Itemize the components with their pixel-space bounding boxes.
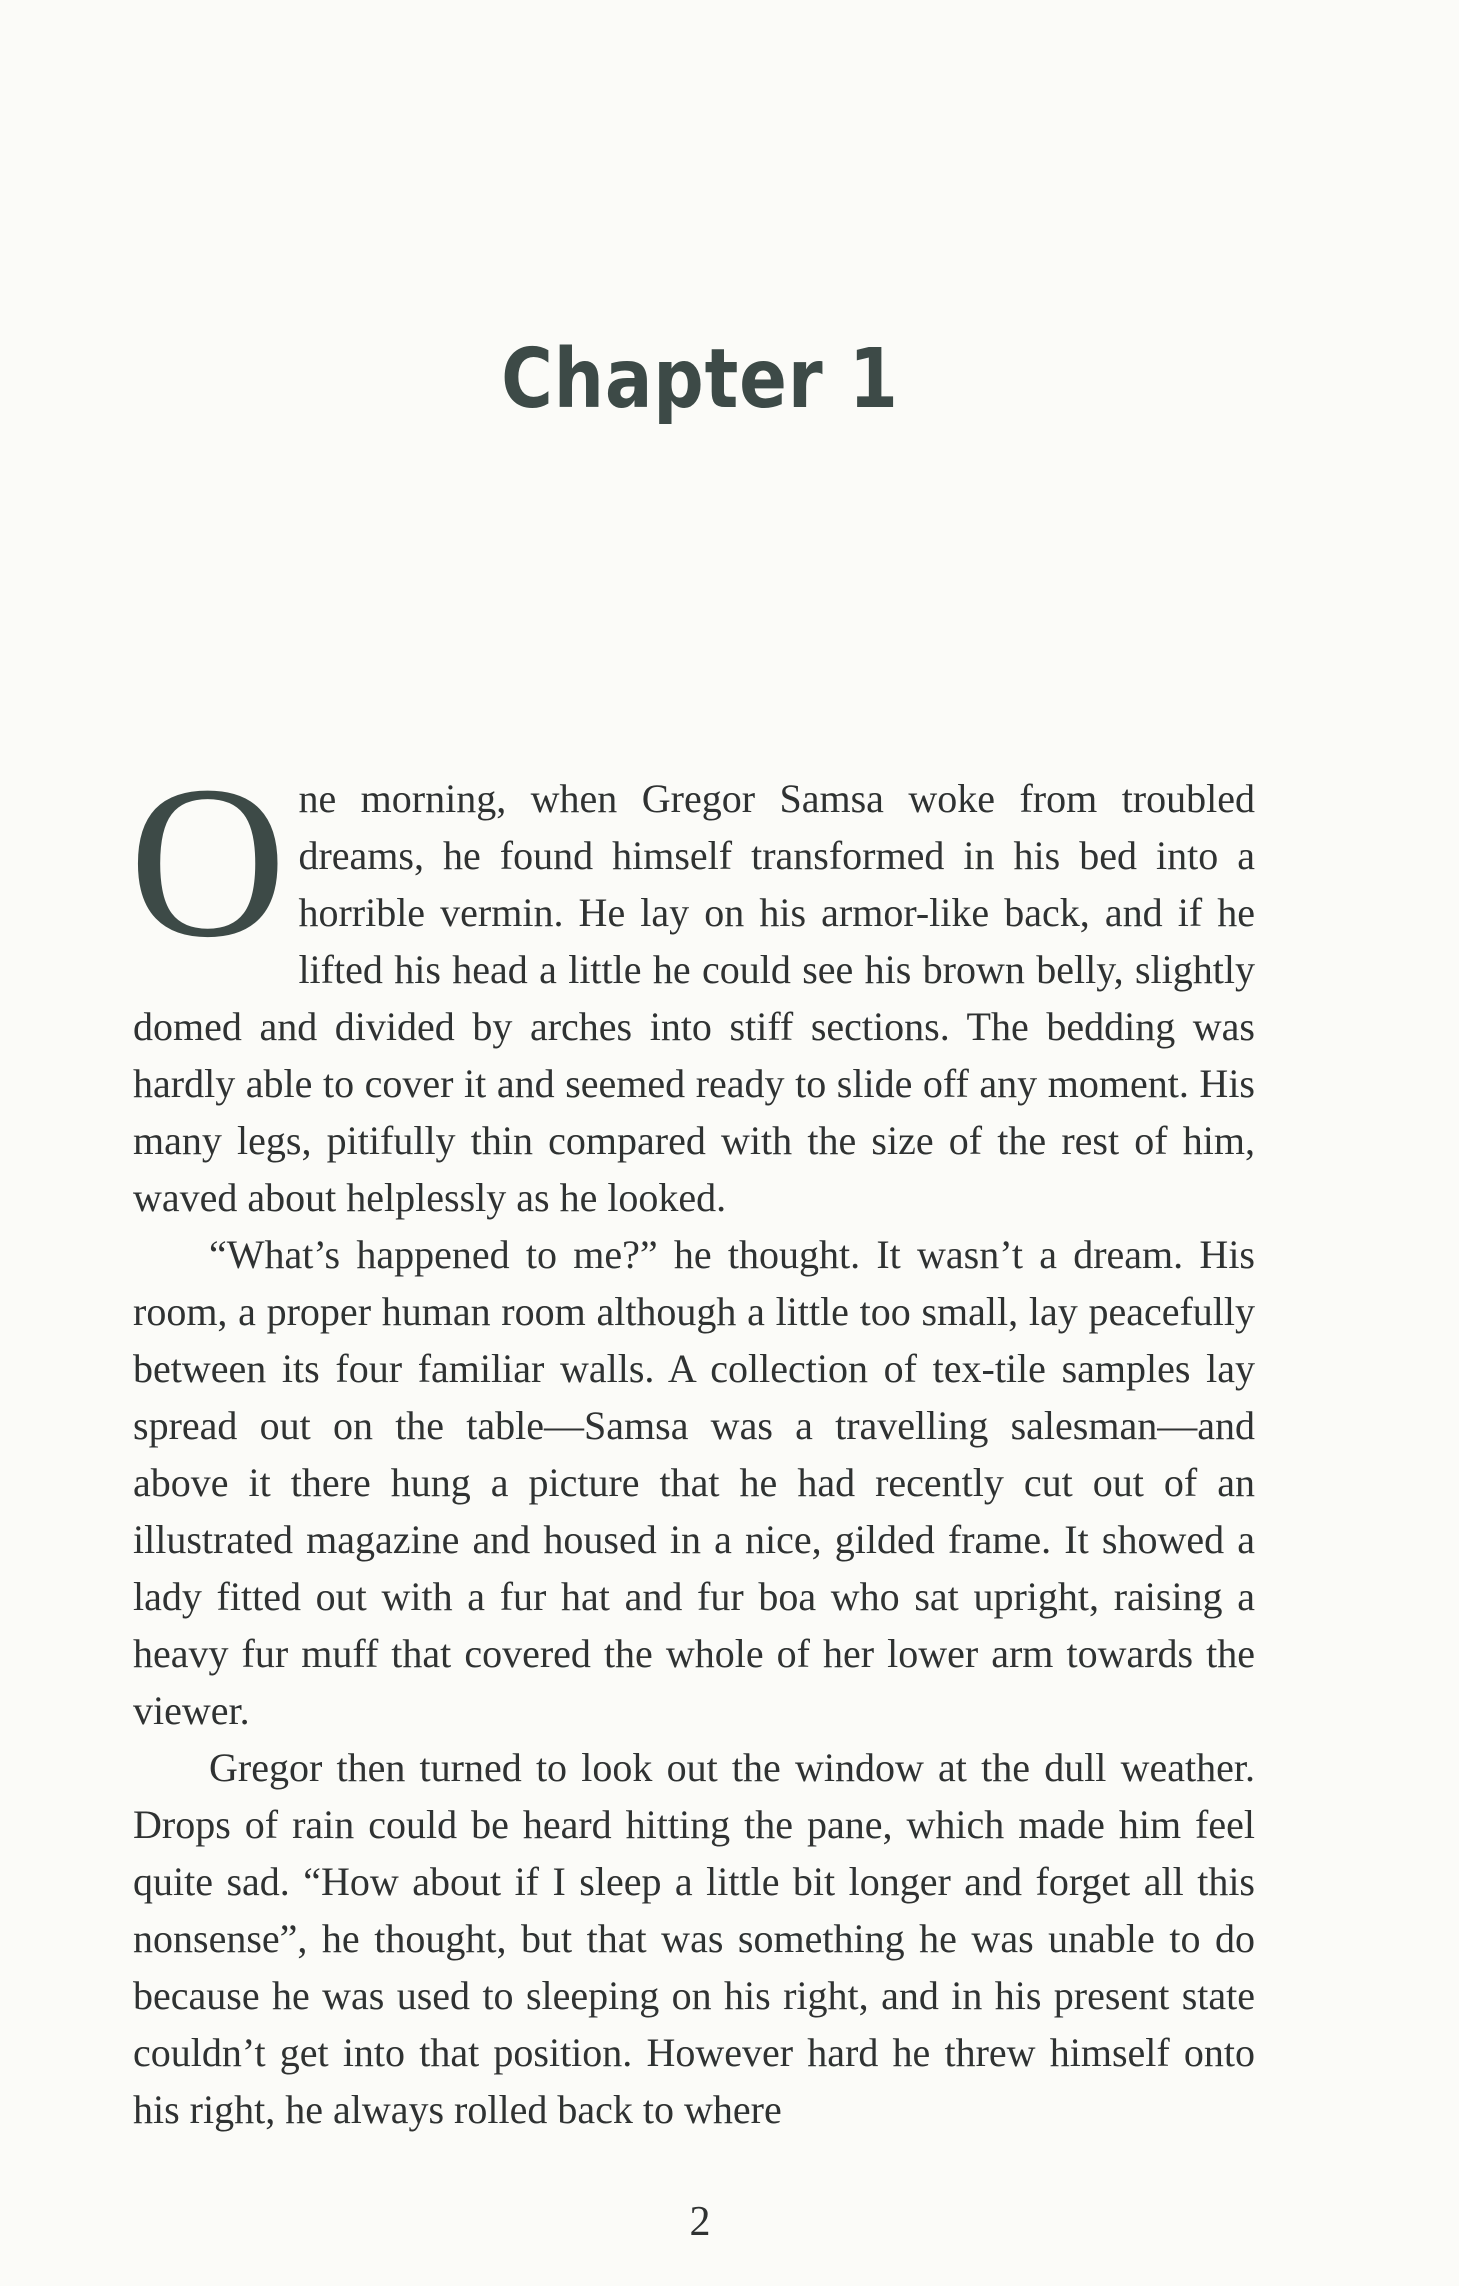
page-number: 2 (689, 2199, 711, 2245)
paragraph-1 (129, 742, 1255, 1226)
chapter-title: Chapter 1 (501, 332, 899, 427)
drop-cap: O (129, 742, 287, 983)
paragraph-2: “What’s happened to me?” he thought. It wasn’t a dream. His room, a proper human room although a little too small, lay peacefully between its four familiar walls. A collection of tex-tile samples lay spread out on the table—Samsa was a travelling salesman—and above it there hung a picture that he had recently cut out of an illustrated magazine and housed in a nice, gilded frame. It showed a lady fitted out with a fur hat and fur boa who sat upright, raising a heavy fur muff that covered the whole of her lower arm towards the viewer. (133, 1232, 1255, 1733)
paragraph-3: Gregor then turned to look out the window at the dull weather. Drops of rain could be heard hitting the pane, which made him feel quite sad. “How about if I sleep a little bit longer and forget all this nonsense”, he thought, but that was something he was unable to do because he was used to sleeping on his right, and in his present state couldn’t get into that position. However hard he threw himself onto his right, he always rolled back to where (133, 1745, 1255, 2132)
paragraph-1-text: ne morning, when Gregor Samsa woke from troubled dreams, he found himself transformed in his bed into a horrible vermin. He lay on his armor-like back, and if he lifted his head a little he could see his brown belly, slightly domed and divided by arches into stiff sections. The bedding was hardly able to cover it and seemed ready to slide off any moment. His many legs, pitifully thin compared with the size of the rest of him, waved about helplessly as he looked. (133, 776, 1255, 1220)
body-text (129, 742, 1255, 2138)
